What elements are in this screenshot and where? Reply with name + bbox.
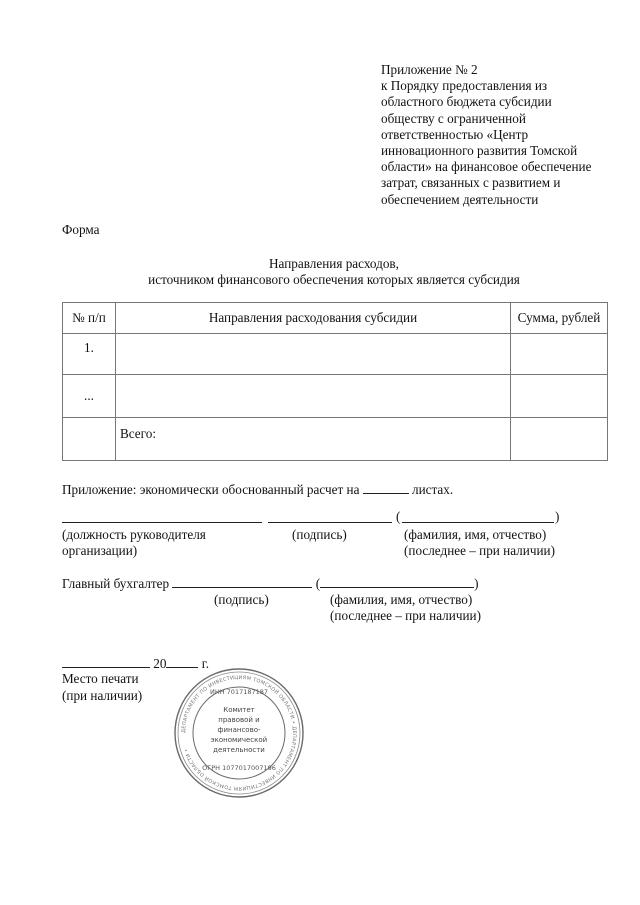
accountant-line xyxy=(62,575,479,592)
head-signature-caption: (подпись) xyxy=(292,527,347,542)
head-fio-underline[interactable] xyxy=(402,522,554,523)
accountant-fio-open-paren: ( xyxy=(315,576,321,591)
seal-center-line: Комитет xyxy=(223,706,255,714)
head-fio-caption-2: (последнее – при наличии) xyxy=(404,543,555,558)
attachment-suffix: листах. xyxy=(412,482,454,497)
expenses-table xyxy=(62,302,608,461)
column-header-direction: Направления расходования субсидии xyxy=(116,303,511,334)
seal-center-line: финансово- xyxy=(217,726,261,734)
annex-line: обеспечением деятельности xyxy=(381,191,539,207)
row-number: ... xyxy=(63,375,116,418)
official-seal xyxy=(172,666,306,800)
accountant-signature-underline[interactable] xyxy=(172,575,312,588)
accountant-fio-underline[interactable] xyxy=(320,575,474,588)
row-direction-cell[interactable] xyxy=(116,375,511,418)
total-label: Всего: xyxy=(116,418,511,461)
total-sum-cell[interactable] xyxy=(511,418,608,461)
table-row xyxy=(63,334,608,375)
head-fio-open-paren: ( xyxy=(396,509,401,524)
attachment-line xyxy=(62,481,453,498)
annex-line: к Порядку предоставления из xyxy=(381,78,548,94)
heading-line-1: Направления расходов, xyxy=(269,256,399,271)
position-caption-1: (должность руководителя xyxy=(62,527,206,542)
annex-line: затрат, связанных с развитием и xyxy=(381,175,561,191)
form-label: Форма xyxy=(62,222,100,237)
row-number: 1. xyxy=(63,334,116,375)
annex-line: инновационного развития Томской xyxy=(381,143,578,159)
position-caption-2: организации) xyxy=(62,543,138,558)
row-sum-cell[interactable] xyxy=(511,334,608,375)
seal-center-line: деятельности xyxy=(213,746,265,754)
seal-inn: ИНН 7017187187 xyxy=(209,688,269,696)
heading-line-2: источником финансового обеспечения которых является субсидия xyxy=(148,272,520,287)
accountant-signature-caption: (подпись) xyxy=(214,592,269,607)
seal-center-line: экономической xyxy=(210,736,268,744)
accountant-label: Главный бухгалтер xyxy=(62,576,170,591)
accountant-fio-caption-2: (последнее – при наличии) xyxy=(330,608,481,623)
annex-line: ответственностью «Центр xyxy=(381,126,529,142)
head-fio-caption-1: (фамилия, имя, отчество) xyxy=(404,527,547,542)
stamp-place-caption-2: (при наличии) xyxy=(62,688,143,703)
column-header-number: № п/п xyxy=(63,303,116,334)
annex-line: Приложение № 2 xyxy=(381,62,478,77)
head-fio-close-paren: ) xyxy=(555,509,560,524)
position-underline[interactable] xyxy=(62,522,262,523)
attachment-prefix: Приложение: экономически обоснованный расчет на xyxy=(62,482,360,497)
seal-ring-text: ДЕПАРТАМЕНТ ПО ИНВЕСТИЦИЯМ ТОМСКОЙ ОБЛАСТИ • ДЕПАРТАМЕНТ ПО ИНВЕСТИЦИЯМ ТОМСКОЙ ОБЛАСТИ • xyxy=(180,674,298,792)
date-century: 20 xyxy=(153,656,167,671)
accountant-fio-caption-1: (фамилия, имя, отчество) xyxy=(330,592,473,607)
annex-line: области» на финансовое обеспечение xyxy=(381,159,592,175)
stamp-place-caption-1: Место печати xyxy=(62,671,139,686)
annex-header xyxy=(381,62,621,208)
accountant-fio-close-paren: ) xyxy=(474,576,479,591)
row-sum-cell[interactable] xyxy=(511,375,608,418)
column-header-sum: Сумма, рублей xyxy=(511,303,608,334)
date-year-suffix: г. xyxy=(201,656,209,671)
seal-center-line: правовой и xyxy=(218,716,260,724)
sheet-count-blank[interactable] xyxy=(363,481,409,494)
table-header-row xyxy=(63,303,608,334)
row-direction-cell[interactable] xyxy=(116,334,511,375)
annex-line: обществу с ограниченной xyxy=(381,110,526,126)
table-row xyxy=(63,375,608,418)
annex-line: областного бюджета субсидии xyxy=(381,94,552,110)
date-day-month-blank[interactable] xyxy=(62,655,150,668)
seal-ogrn: ОГРН 1077017007196 xyxy=(202,764,276,772)
table-total-row xyxy=(63,418,608,461)
head-signature-underline[interactable] xyxy=(268,522,392,523)
total-number-cell xyxy=(63,418,116,461)
document-heading xyxy=(60,256,608,288)
